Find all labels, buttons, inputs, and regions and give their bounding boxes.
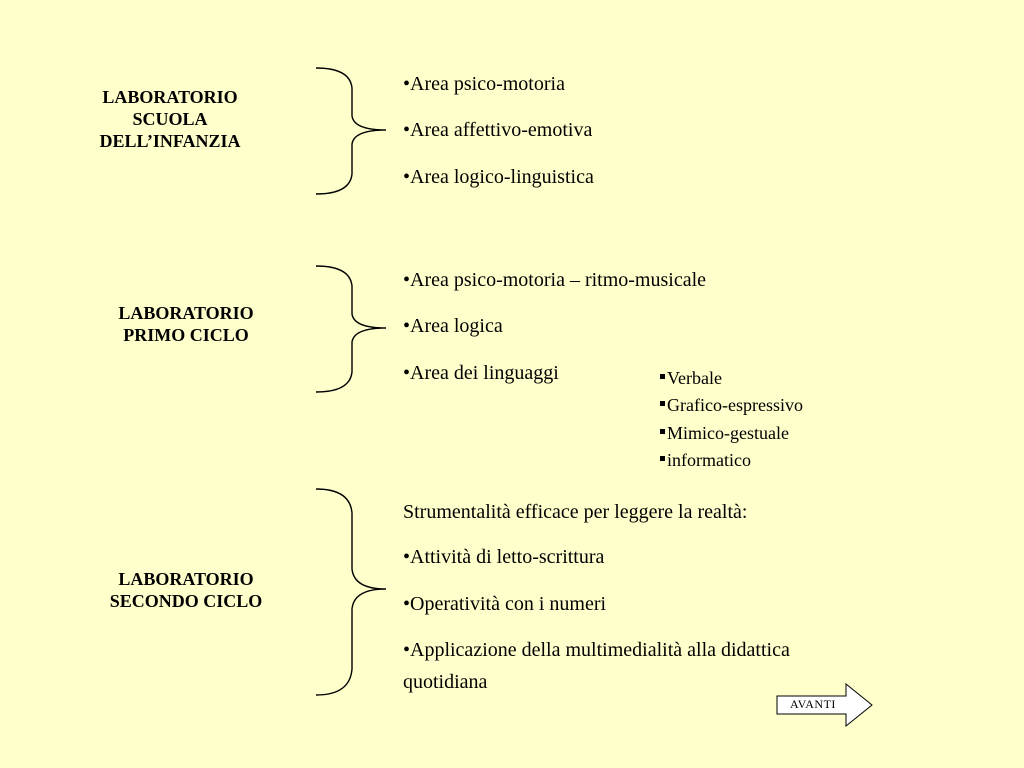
square-bullet-icon (660, 456, 665, 461)
next-button-label: AVANTI (790, 697, 836, 711)
list-item: •Operatività con i numeri (403, 593, 607, 615)
list-item: •Area psico-motoria (403, 73, 565, 95)
list-item: •Area dei linguaggi (403, 362, 559, 384)
square-bullet-icon (660, 374, 665, 379)
sub-list-item: Mimico-gestuale (660, 422, 789, 444)
sub-list-item: Verbale (660, 367, 722, 389)
square-bullet-icon (660, 429, 665, 434)
list-item: •Attività di letto-scrittura (403, 546, 605, 568)
list-item: •Area affettivo-emotiva (403, 119, 593, 141)
sub-list-item: Grafico-espressivo (660, 394, 803, 416)
section-title-primo-ciclo: LABORATORIO PRIMO CICLO (118, 303, 254, 345)
intro-text: Strumentalità efficace per leggere la realtà: (403, 501, 748, 523)
list-item: •Applicazione della multimedialità alla didattica (403, 639, 790, 661)
next-button[interactable] (776, 683, 874, 727)
list-item-continuation: quotidiana (403, 671, 488, 693)
list-item: •Area logico-linguistica (403, 166, 594, 188)
section-title-infanzia: LABORATORIO SCUOLA DELL’INFANZIA (99, 87, 241, 151)
brace-primo-ciclo (310, 260, 390, 400)
list-item: •Area logica (403, 315, 503, 337)
sub-list-item: informatico (660, 449, 751, 471)
section-title-secondo-ciclo: LABORATORIO SECONDO CICLO (109, 569, 263, 611)
brace-secondo-ciclo (310, 483, 390, 703)
brace-infanzia (310, 62, 390, 202)
list-item: •Area psico-motoria – ritmo-musicale (403, 269, 707, 291)
square-bullet-icon (660, 401, 665, 406)
